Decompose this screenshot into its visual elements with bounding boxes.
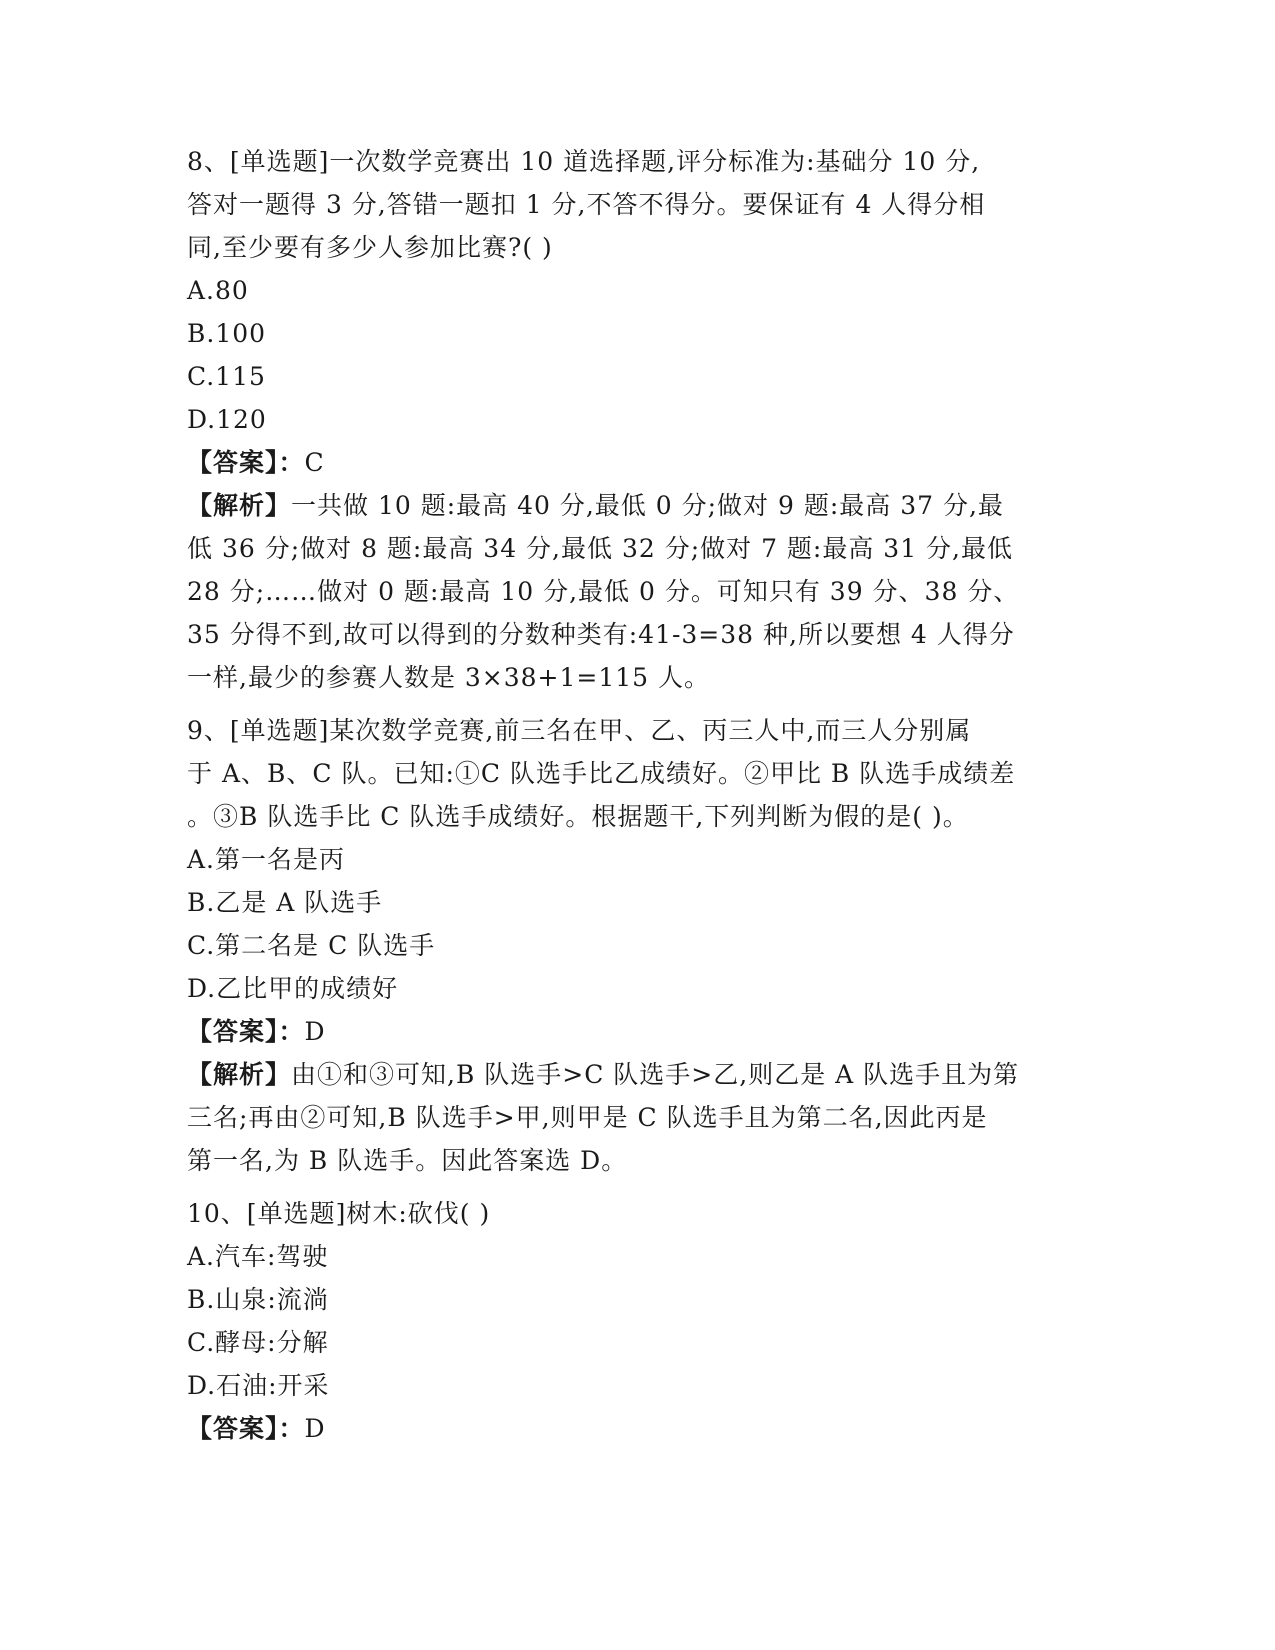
document-page: [187, 140, 1087, 1450]
option-c: C.酵母:分解: [187, 1328, 329, 1357]
question-stem-line: 于 A、B、C 队。已知:①C 队选手比乙成绩好。②甲比 B 队选手成绩差: [187, 759, 1016, 788]
analysis-line: [187, 1053, 1087, 1096]
question-stem-line: 10、[单选题]树木:砍伐( ): [187, 1199, 491, 1228]
analysis-line: 低 36 分;做对 8 题:最高 34 分,最低 32 分;做对 7 题:最高 31 分,最低: [187, 534, 1014, 563]
question-9: [187, 709, 1087, 1182]
analysis-line: 28 分;……做对 0 题:最高 10 分,最低 0 分。可知只有 39 分、38 分、: [187, 577, 1020, 606]
analysis-line: 第一名,为 B 队选手。因此答案选 D。: [187, 1146, 628, 1175]
question-stem-line: 8、[单选题]一次数学竞赛出 10 道选择题,评分标准为:基础分 10 分,: [187, 147, 981, 176]
question-spacer: [187, 699, 1087, 709]
option-b: B.100: [187, 319, 267, 348]
analysis-text: 由①和③可知,B 队选手>C 队选手>乙,则乙是 A 队选手且为第: [291, 1060, 1020, 1089]
analysis-line: 35 分得不到,故可以得到的分数种类有:41-3=38 种,所以要想 4 人得分: [187, 620, 1015, 649]
option-a: A.汽车:驾驶: [187, 1242, 329, 1271]
option-a: A.80: [187, 276, 249, 305]
answer-value: D: [304, 1017, 326, 1046]
option-a: A.第一名是丙: [187, 845, 346, 874]
analysis-line: 一样,最少的参赛人数是 3×38+1=115 人。: [187, 663, 711, 692]
answer-value: D: [304, 1414, 326, 1443]
question-stem-line: 答对一题得 3 分,答错一题扣 1 分,不答不得分。要保证有 4 人得分相: [187, 190, 986, 219]
question-spacer: [187, 1182, 1087, 1192]
question-stem-line: 9、[单选题]某次数学竞赛,前三名在甲、乙、丙三人中,而三人分别属: [187, 716, 972, 745]
question-stem-line: 。③B 队选手比 C 队选手成绩好。根据题干,下列判断为假的是( )。: [187, 802, 969, 831]
option-c: C.115: [187, 362, 266, 391]
option-d: D.石油:开采: [187, 1371, 330, 1400]
analysis-label: 【解析】: [187, 1060, 292, 1089]
option-d: D.乙比甲的成绩好: [187, 974, 399, 1003]
answer-label: 【答案】：: [187, 1017, 305, 1046]
answer-value: C: [304, 448, 325, 477]
answer-line: [187, 1010, 1087, 1053]
analysis-label: 【解析】: [187, 491, 292, 520]
option-d: D.120: [187, 405, 267, 434]
question-10: [187, 1192, 1087, 1450]
answer-label: 【答案】：: [187, 448, 305, 477]
question-stem-line: 同,至少要有多少人参加比赛?( ): [187, 233, 553, 262]
analysis-line: [187, 484, 1087, 527]
analysis-line: 三名;再由②可知,B 队选手>甲,则甲是 C 队选手且为第二名,因此丙是: [187, 1103, 988, 1132]
question-8: [187, 140, 1087, 699]
option-b: B.山泉:流淌: [187, 1285, 329, 1314]
option-c: C.第二名是 C 队选手: [187, 931, 436, 960]
analysis-text: 一共做 10 题:最高 40 分,最低 0 分;做对 9 题:最高 37 分,最: [291, 491, 1004, 520]
answer-line: [187, 1407, 1087, 1450]
option-b: B.乙是 A 队选手: [187, 888, 383, 917]
answer-label: 【答案】：: [187, 1414, 305, 1443]
answer-line: [187, 441, 1087, 484]
